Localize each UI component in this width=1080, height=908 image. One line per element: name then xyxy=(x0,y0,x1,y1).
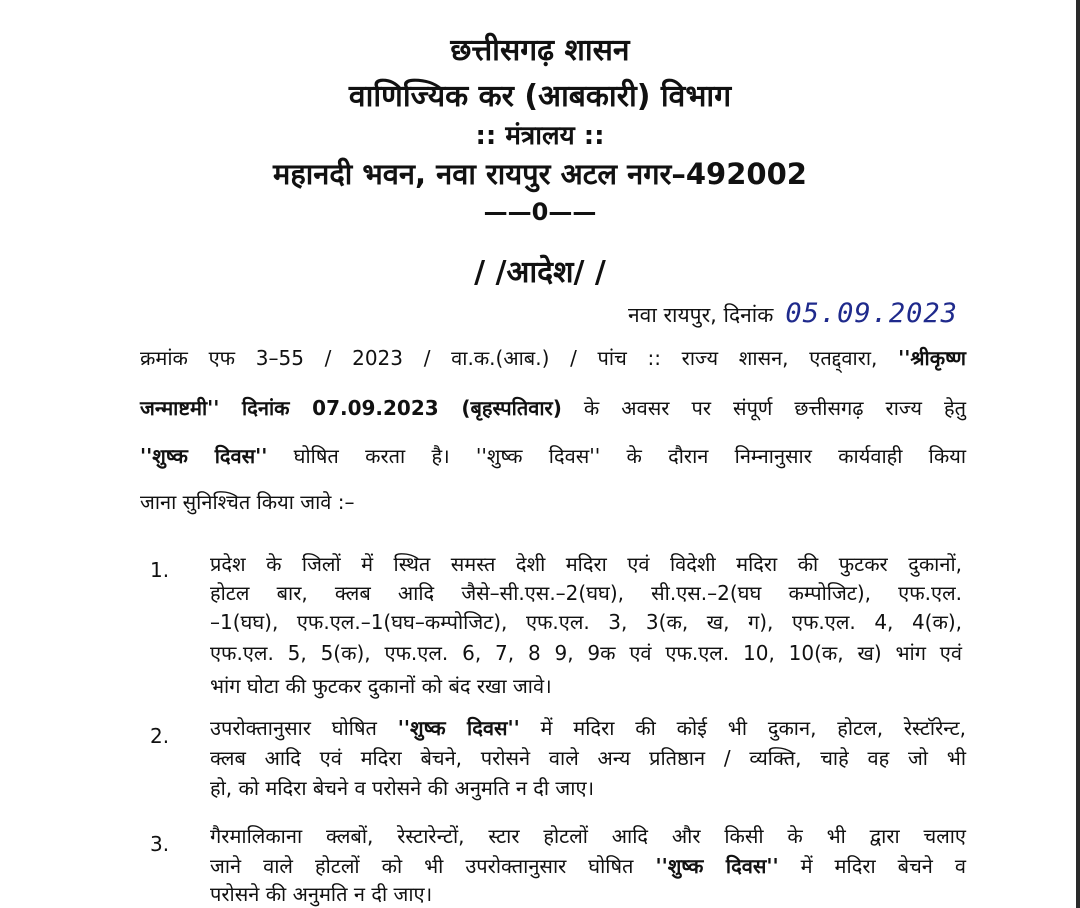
intro-text: घोषित करता है। ''शुष्क दिवस'' के दौरान निम्नानुसार कार्यवाही किया xyxy=(267,444,967,468)
festival-name: ''श्रीकृष्ण xyxy=(898,346,966,370)
item-1-line: प्रदेश के जिलों में स्थित समस्त देशी मदिरा एवं विदेशी मदिरा की फुटकर दुकानों, xyxy=(210,552,962,576)
govt-name: छत्तीसगढ़ शासन xyxy=(450,33,630,68)
date-label: नवा रायपुर, दिनांक xyxy=(628,303,774,327)
item-2-line xyxy=(210,714,966,741)
intro-line-3 xyxy=(140,442,966,469)
intro-line-2 xyxy=(140,394,966,421)
item-2-line: क्लब आदि एवं मदिरा बेचने, परोसने वाले अन्य प्रतिष्ठान / व्यक्ति, चाहे वह जो भी xyxy=(210,746,966,770)
dry-day-label: ''शुष्क दिवस'' xyxy=(655,854,779,878)
handwritten-date: 05.09.2023 xyxy=(785,298,958,329)
intro-line-4: जाना सुनिश्चित किया जावे :– xyxy=(140,490,355,514)
item-3-line xyxy=(210,852,966,879)
order-title: / /आदेश/ / xyxy=(474,255,606,290)
item-3-number: 3. xyxy=(150,832,170,856)
item-1-line: भांग घोटा की फुटकर दुकानों को बंद रखा जावे। xyxy=(210,674,552,698)
dry-day-label: ''शुष्क दिवस'' xyxy=(140,444,268,468)
item-text: जाने वाले होटलों को भी उपरोक्तानुसार घोषित xyxy=(210,854,656,878)
item-text: उपरोक्तानुसार घोषित xyxy=(210,716,398,740)
intro-text: क्रमांक एफ 3–55 / 2023 / वा.क.(आब.) / पांच :: राज्य शासन, एतद्द्वारा, xyxy=(140,346,899,370)
ministry-label: :: मंत्रालय :: xyxy=(475,121,605,151)
separator: ——0—— xyxy=(483,198,597,226)
department-name: वाणिज्यिक कर (आबकारी) विभाग xyxy=(348,79,732,114)
dateline xyxy=(628,298,958,329)
item-3-line: परोसने की अनुमति न दी जाए। xyxy=(210,882,433,906)
item-2-number: 2. xyxy=(150,724,170,748)
item-3-line: गैरमालिकाना क्लबों, रेस्टारेन्टों, स्टार होटलों आदि और किसी के भी द्वारा चलाए xyxy=(210,824,966,848)
item-1-line: होटल बार, क्लब आदि जैसे–सी.एस.–2(घघ), सी.एस.–2(घघ कम्पोजिट), एफ.एल. xyxy=(210,581,962,605)
item-2-line: हो, को मदिरा बेचने व परोसने की अनुमति न दी जाए। xyxy=(210,776,595,800)
item-1-number: 1. xyxy=(150,558,170,582)
festival-date: जन्माष्टमी'' दिनांक 07.09.2023 (बृहस्पतिवार) xyxy=(140,396,562,420)
item-1-line: –1(घघ), एफ.एल.–1(घघ–कम्पोजिट), एफ.एल. 3, 3(क, ख, ग), एफ.एल. 4, 4(क), xyxy=(210,610,962,634)
intro-line-1 xyxy=(140,344,966,371)
item-text: में मदिरा की कोई भी दुकान, होटल, रेस्टॉरेन्ट, xyxy=(519,716,966,740)
intro-text: के अवसर पर संपूर्ण छत्तीसगढ़ राज्य हेतु xyxy=(561,396,967,420)
item-1-line: एफ.एल. 5, 5(क), एफ.एल. 6, 7, 8 9, 9क एवं एफ.एल. 10, 10(क, ख) भांग एवं xyxy=(210,641,962,665)
address: महानदी भवन, नवा रायपुर अटल नगर–492002 xyxy=(273,157,807,191)
item-text: में मदिरा बेचने व xyxy=(778,854,967,878)
dry-day-label: ''शुष्क दिवस'' xyxy=(397,716,520,740)
